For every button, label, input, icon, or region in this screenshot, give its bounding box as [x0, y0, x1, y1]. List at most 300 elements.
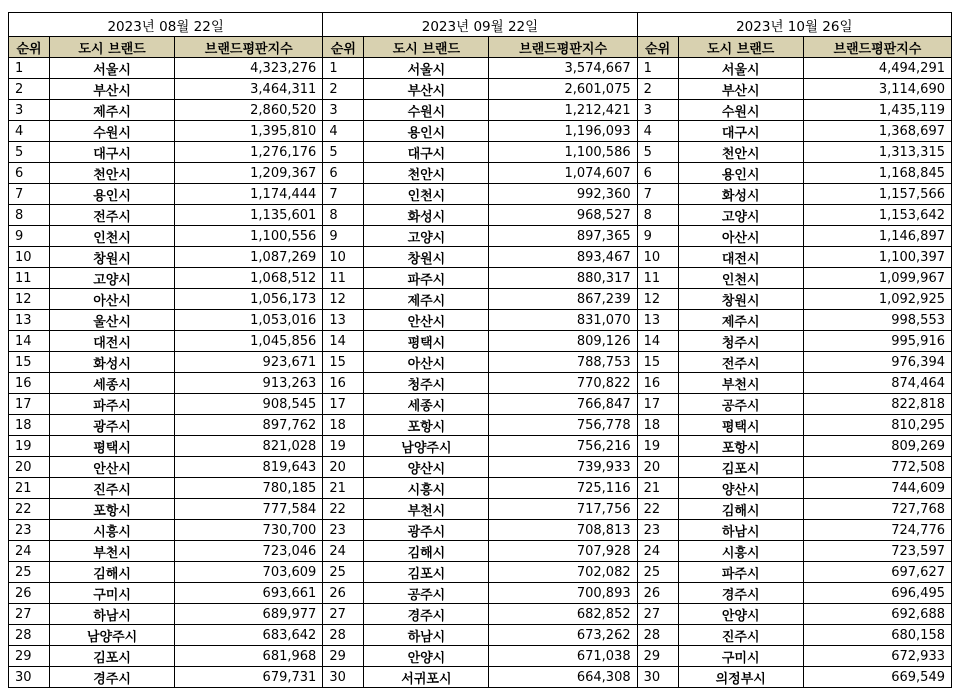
- table-row: [9, 310, 952, 331]
- score-cell: 893,467: [489, 247, 637, 268]
- rank-cell: 15: [9, 352, 50, 373]
- rank-cell: 8: [9, 205, 50, 226]
- score-cell: 723,046: [175, 541, 323, 562]
- rank-cell: 27: [9, 604, 50, 625]
- table-row: [9, 247, 952, 268]
- rank-cell: 1: [637, 58, 678, 79]
- score-cell: 692,688: [803, 604, 951, 625]
- city-cell: 진주시: [50, 478, 175, 499]
- score-cell: 703,609: [175, 562, 323, 583]
- rank-cell: 6: [637, 163, 678, 184]
- table-row: [9, 436, 952, 457]
- score-cell: 680,158: [803, 625, 951, 646]
- period-date-3: 2023년 10월 26일: [637, 13, 951, 37]
- city-cell: 서울시: [50, 58, 175, 79]
- rank-cell: 29: [637, 646, 678, 667]
- table-row: [9, 394, 952, 415]
- score-cell: 1,209,367: [175, 163, 323, 184]
- city-cell: 세종시: [50, 373, 175, 394]
- rank-cell: 4: [9, 121, 50, 142]
- score-cell: 1,100,586: [489, 142, 637, 163]
- city-cell: 대구시: [678, 121, 803, 142]
- city-cell: 포항시: [364, 415, 489, 436]
- city-cell: 김포시: [678, 457, 803, 478]
- city-cell: 전주시: [50, 205, 175, 226]
- score-cell: 664,308: [489, 667, 637, 688]
- score-cell: 1,068,512: [175, 268, 323, 289]
- city-cell: 경주시: [50, 667, 175, 688]
- rank-cell: 18: [9, 415, 50, 436]
- table-row: [9, 352, 952, 373]
- rank-cell: 3: [9, 100, 50, 121]
- score-cell: 822,818: [803, 394, 951, 415]
- city-cell: 경주시: [364, 604, 489, 625]
- rank-cell: 28: [9, 625, 50, 646]
- table-row: [9, 268, 952, 289]
- rank-cell: 24: [9, 541, 50, 562]
- city-cell: 제주시: [50, 100, 175, 121]
- city-cell: 아산시: [678, 226, 803, 247]
- score-cell: 669,549: [803, 667, 951, 688]
- score-cell: 697,627: [803, 562, 951, 583]
- score-cell: 1,099,967: [803, 268, 951, 289]
- period-date-1: 2023년 08월 22일: [9, 13, 323, 37]
- rank-cell: 27: [323, 604, 364, 625]
- rank-cell: 5: [637, 142, 678, 163]
- rank-cell: 4: [323, 121, 364, 142]
- score-cell: 756,778: [489, 415, 637, 436]
- score-cell: 908,545: [175, 394, 323, 415]
- score-cell: 1,074,607: [489, 163, 637, 184]
- city-cell: 울산시: [50, 310, 175, 331]
- city-cell: 고양시: [678, 205, 803, 226]
- city-cell: 하남시: [364, 625, 489, 646]
- rank-cell: 24: [323, 541, 364, 562]
- rank-cell: 17: [637, 394, 678, 415]
- rank-cell: 14: [637, 331, 678, 352]
- city-cell: 파주시: [678, 562, 803, 583]
- rank-cell: 8: [323, 205, 364, 226]
- score-cell: 693,661: [175, 583, 323, 604]
- table-row: [9, 100, 952, 121]
- score-cell: 679,731: [175, 667, 323, 688]
- city-cell: 화성시: [50, 352, 175, 373]
- city-cell: 남양주시: [364, 436, 489, 457]
- score-cell: 727,768: [803, 499, 951, 520]
- table-row: [9, 478, 952, 499]
- table-row: [9, 415, 952, 436]
- rank-cell: 16: [9, 373, 50, 394]
- score-cell: 831,070: [489, 310, 637, 331]
- score-cell: 673,262: [489, 625, 637, 646]
- table-row: [9, 373, 952, 394]
- city-cell: 제주시: [678, 310, 803, 331]
- score-cell: 1,135,601: [175, 205, 323, 226]
- rank-cell: 30: [323, 667, 364, 688]
- city-cell: 청주시: [678, 331, 803, 352]
- rank-cell: 3: [323, 100, 364, 121]
- city-cell: 창원시: [678, 289, 803, 310]
- rank-cell: 15: [323, 352, 364, 373]
- city-cell: 의정부시: [678, 667, 803, 688]
- city-cell: 천안시: [678, 142, 803, 163]
- rank-cell: 22: [9, 499, 50, 520]
- city-cell: 시흥시: [678, 541, 803, 562]
- rank-cell: 18: [637, 415, 678, 436]
- rank-cell: 4: [637, 121, 678, 142]
- table-row: [9, 79, 952, 100]
- rank-cell: 17: [323, 394, 364, 415]
- score-cell: 897,365: [489, 226, 637, 247]
- city-cell: 양산시: [678, 478, 803, 499]
- header-city: 도시 브랜드: [50, 37, 175, 58]
- table-row: [9, 58, 952, 79]
- city-cell: 파주시: [364, 268, 489, 289]
- city-cell: 서울시: [678, 58, 803, 79]
- score-cell: 2,860,520: [175, 100, 323, 121]
- table-row: [9, 499, 952, 520]
- score-cell: 770,822: [489, 373, 637, 394]
- table-row: [9, 520, 952, 541]
- rank-cell: 19: [637, 436, 678, 457]
- rank-cell: 14: [9, 331, 50, 352]
- city-cell: 청주시: [364, 373, 489, 394]
- city-cell: 수원시: [678, 100, 803, 121]
- score-cell: 672,933: [803, 646, 951, 667]
- header-rank: 순위: [9, 37, 50, 58]
- rank-cell: 25: [9, 562, 50, 583]
- rank-cell: 7: [9, 184, 50, 205]
- rank-cell: 11: [323, 268, 364, 289]
- rank-cell: 22: [323, 499, 364, 520]
- score-cell: 1,276,176: [175, 142, 323, 163]
- city-cell: 전주시: [678, 352, 803, 373]
- rank-cell: 30: [9, 667, 50, 688]
- city-cell: 김해시: [364, 541, 489, 562]
- table-row: [9, 121, 952, 142]
- header-city: 도시 브랜드: [364, 37, 489, 58]
- score-cell: 897,762: [175, 415, 323, 436]
- score-cell: 3,574,667: [489, 58, 637, 79]
- table-row: [9, 184, 952, 205]
- score-cell: 1,212,421: [489, 100, 637, 121]
- score-cell: 1,368,697: [803, 121, 951, 142]
- score-cell: 2,601,075: [489, 79, 637, 100]
- score-cell: 874,464: [803, 373, 951, 394]
- rank-cell: 16: [637, 373, 678, 394]
- rank-cell: 15: [637, 352, 678, 373]
- score-cell: 696,495: [803, 583, 951, 604]
- city-cell: 용인시: [678, 163, 803, 184]
- rank-cell: 27: [637, 604, 678, 625]
- table-row: [9, 289, 952, 310]
- score-cell: 867,239: [489, 289, 637, 310]
- city-cell: 김해시: [50, 562, 175, 583]
- score-cell: 681,968: [175, 646, 323, 667]
- rank-cell: 13: [9, 310, 50, 331]
- rank-cell: 20: [637, 457, 678, 478]
- city-cell: 아산시: [364, 352, 489, 373]
- city-cell: 대구시: [364, 142, 489, 163]
- city-cell: 대전시: [50, 331, 175, 352]
- header-score: 브랜드평판지수: [803, 37, 951, 58]
- score-cell: 1,146,897: [803, 226, 951, 247]
- rank-cell: 16: [323, 373, 364, 394]
- table-row: [9, 604, 952, 625]
- score-cell: 739,933: [489, 457, 637, 478]
- score-cell: 772,508: [803, 457, 951, 478]
- rank-cell: 23: [323, 520, 364, 541]
- header-rank: 순위: [637, 37, 678, 58]
- score-cell: 700,893: [489, 583, 637, 604]
- score-cell: 1,435,119: [803, 100, 951, 121]
- rank-cell: 28: [637, 625, 678, 646]
- city-cell: 안산시: [50, 457, 175, 478]
- period-title-row: [9, 13, 952, 37]
- score-cell: 1,092,925: [803, 289, 951, 310]
- rank-cell: 10: [323, 247, 364, 268]
- city-cell: 하남시: [678, 520, 803, 541]
- score-cell: 998,553: [803, 310, 951, 331]
- rank-cell: 28: [323, 625, 364, 646]
- city-cell: 인천시: [364, 184, 489, 205]
- city-cell: 공주시: [364, 583, 489, 604]
- score-cell: 723,597: [803, 541, 951, 562]
- rank-cell: 6: [9, 163, 50, 184]
- city-cell: 부천시: [364, 499, 489, 520]
- city-cell: 대구시: [50, 142, 175, 163]
- rank-cell: 2: [323, 79, 364, 100]
- table-row: [9, 646, 952, 667]
- rank-cell: 10: [9, 247, 50, 268]
- city-cell: 용인시: [364, 121, 489, 142]
- header-score: 브랜드평판지수: [489, 37, 637, 58]
- rank-cell: 6: [323, 163, 364, 184]
- score-cell: 1,053,016: [175, 310, 323, 331]
- city-cell: 시흥시: [364, 478, 489, 499]
- table-row: [9, 226, 952, 247]
- rank-cell: 19: [323, 436, 364, 457]
- city-cell: 광주시: [50, 415, 175, 436]
- table-row: [9, 541, 952, 562]
- city-cell: 아산시: [50, 289, 175, 310]
- score-cell: 809,269: [803, 436, 951, 457]
- score-cell: 1,313,315: [803, 142, 951, 163]
- score-cell: 992,360: [489, 184, 637, 205]
- score-cell: 995,916: [803, 331, 951, 352]
- rank-cell: 17: [9, 394, 50, 415]
- rank-cell: 23: [637, 520, 678, 541]
- rank-cell: 1: [9, 58, 50, 79]
- city-cell: 김포시: [50, 646, 175, 667]
- rank-cell: 19: [9, 436, 50, 457]
- rank-cell: 11: [637, 268, 678, 289]
- city-cell: 창원시: [364, 247, 489, 268]
- rank-cell: 22: [637, 499, 678, 520]
- score-cell: 777,584: [175, 499, 323, 520]
- city-cell: 서귀포시: [364, 667, 489, 688]
- rank-cell: 20: [9, 457, 50, 478]
- score-cell: 1,056,173: [175, 289, 323, 310]
- city-cell: 천안시: [50, 163, 175, 184]
- header-city: 도시 브랜드: [678, 37, 803, 58]
- score-cell: 4,323,276: [175, 58, 323, 79]
- city-cell: 김해시: [678, 499, 803, 520]
- rank-cell: 20: [323, 457, 364, 478]
- score-cell: 780,185: [175, 478, 323, 499]
- city-cell: 대전시: [678, 247, 803, 268]
- rank-cell: 8: [637, 205, 678, 226]
- score-cell: 788,753: [489, 352, 637, 373]
- score-cell: 689,977: [175, 604, 323, 625]
- period-date-2: 2023년 09월 22일: [323, 13, 637, 37]
- rank-cell: 26: [323, 583, 364, 604]
- score-cell: 913,263: [175, 373, 323, 394]
- score-cell: 683,642: [175, 625, 323, 646]
- rank-cell: 12: [637, 289, 678, 310]
- score-cell: 708,813: [489, 520, 637, 541]
- score-cell: 1,174,444: [175, 184, 323, 205]
- rank-cell: 9: [9, 226, 50, 247]
- rank-cell: 23: [9, 520, 50, 541]
- score-cell: 717,756: [489, 499, 637, 520]
- score-cell: 821,028: [175, 436, 323, 457]
- score-cell: 1,157,566: [803, 184, 951, 205]
- rank-cell: 26: [637, 583, 678, 604]
- city-cell: 창원시: [50, 247, 175, 268]
- rank-cell: 12: [323, 289, 364, 310]
- city-cell: 구미시: [50, 583, 175, 604]
- ranking-table: [8, 12, 952, 688]
- city-cell: 김포시: [364, 562, 489, 583]
- rank-cell: 10: [637, 247, 678, 268]
- city-cell: 부산시: [50, 79, 175, 100]
- column-header-row: [9, 37, 952, 58]
- table-row: [9, 142, 952, 163]
- city-cell: 안양시: [678, 604, 803, 625]
- table-row: [9, 205, 952, 226]
- score-cell: 923,671: [175, 352, 323, 373]
- score-cell: 682,852: [489, 604, 637, 625]
- city-cell: 평택시: [50, 436, 175, 457]
- rank-cell: 5: [9, 142, 50, 163]
- score-cell: 1,045,856: [175, 331, 323, 352]
- score-cell: 810,295: [803, 415, 951, 436]
- table-row: [9, 331, 952, 352]
- score-cell: 809,126: [489, 331, 637, 352]
- rank-cell: 2: [637, 79, 678, 100]
- score-cell: 671,038: [489, 646, 637, 667]
- city-cell: 광주시: [364, 520, 489, 541]
- city-cell: 부산시: [364, 79, 489, 100]
- city-cell: 경주시: [678, 583, 803, 604]
- rank-cell: 25: [637, 562, 678, 583]
- city-cell: 인천시: [678, 268, 803, 289]
- rank-cell: 29: [9, 646, 50, 667]
- score-cell: 725,116: [489, 478, 637, 499]
- score-cell: 724,776: [803, 520, 951, 541]
- rank-cell: 29: [323, 646, 364, 667]
- city-cell: 공주시: [678, 394, 803, 415]
- city-cell: 화성시: [678, 184, 803, 205]
- city-cell: 제주시: [364, 289, 489, 310]
- city-cell: 부산시: [678, 79, 803, 100]
- score-cell: 1,153,642: [803, 205, 951, 226]
- score-cell: 1,168,845: [803, 163, 951, 184]
- rank-cell: 21: [323, 478, 364, 499]
- rank-cell: 21: [9, 478, 50, 499]
- rank-cell: 9: [637, 226, 678, 247]
- city-cell: 안산시: [364, 310, 489, 331]
- rank-cell: 26: [9, 583, 50, 604]
- score-cell: 3,114,690: [803, 79, 951, 100]
- rank-cell: 25: [323, 562, 364, 583]
- score-cell: 1,100,556: [175, 226, 323, 247]
- city-cell: 수원시: [364, 100, 489, 121]
- score-cell: 819,643: [175, 457, 323, 478]
- score-cell: 744,609: [803, 478, 951, 499]
- city-cell: 파주시: [50, 394, 175, 415]
- score-cell: 756,216: [489, 436, 637, 457]
- rank-cell: 7: [637, 184, 678, 205]
- score-cell: 1,087,269: [175, 247, 323, 268]
- score-cell: 702,082: [489, 562, 637, 583]
- city-cell: 수원시: [50, 121, 175, 142]
- header-rank: 순위: [323, 37, 364, 58]
- rank-cell: 9: [323, 226, 364, 247]
- rank-cell: 11: [9, 268, 50, 289]
- table-row: [9, 163, 952, 184]
- city-cell: 구미시: [678, 646, 803, 667]
- table-row: [9, 562, 952, 583]
- city-cell: 화성시: [364, 205, 489, 226]
- rank-cell: 3: [637, 100, 678, 121]
- rank-cell: 13: [323, 310, 364, 331]
- city-cell: 세종시: [364, 394, 489, 415]
- rank-cell: 24: [637, 541, 678, 562]
- city-cell: 천안시: [364, 163, 489, 184]
- header-score: 브랜드평판지수: [175, 37, 323, 58]
- score-cell: 730,700: [175, 520, 323, 541]
- score-cell: 707,928: [489, 541, 637, 562]
- city-cell: 부천시: [678, 373, 803, 394]
- rank-cell: 5: [323, 142, 364, 163]
- city-cell: 진주시: [678, 625, 803, 646]
- city-cell: 고양시: [50, 268, 175, 289]
- score-cell: 880,317: [489, 268, 637, 289]
- city-cell: 시흥시: [50, 520, 175, 541]
- city-cell: 서울시: [364, 58, 489, 79]
- score-cell: 766,847: [489, 394, 637, 415]
- rank-cell: 12: [9, 289, 50, 310]
- table-row: [9, 667, 952, 688]
- score-cell: 968,527: [489, 205, 637, 226]
- table-row: [9, 457, 952, 478]
- rank-cell: 30: [637, 667, 678, 688]
- city-cell: 남양주시: [50, 625, 175, 646]
- rank-cell: 7: [323, 184, 364, 205]
- rank-cell: 13: [637, 310, 678, 331]
- rank-cell: 14: [323, 331, 364, 352]
- table-row: [9, 625, 952, 646]
- city-cell: 용인시: [50, 184, 175, 205]
- city-cell: 인천시: [50, 226, 175, 247]
- rank-cell: 18: [323, 415, 364, 436]
- table-row: [9, 583, 952, 604]
- rank-cell: 2: [9, 79, 50, 100]
- city-cell: 고양시: [364, 226, 489, 247]
- score-cell: 1,100,397: [803, 247, 951, 268]
